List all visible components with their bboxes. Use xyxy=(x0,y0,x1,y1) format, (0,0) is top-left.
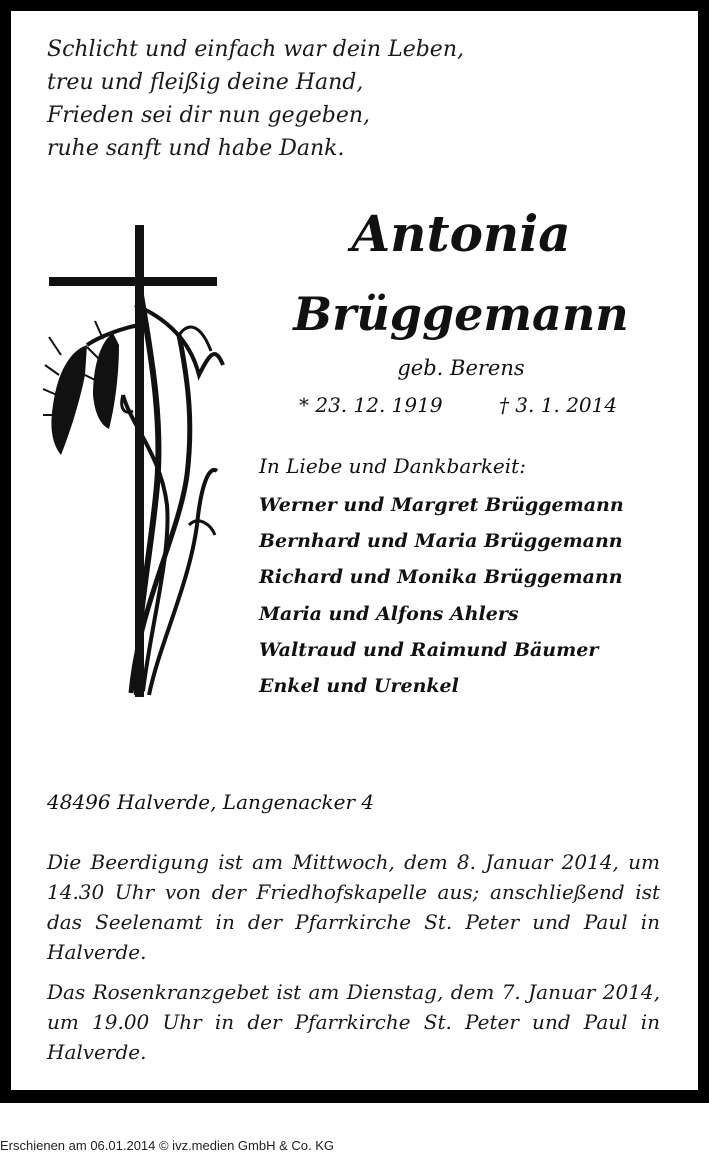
mourners-list xyxy=(259,487,624,704)
funeral-details: Die Beerdigung ist am Mittwoch, dem 8. Januar 2014, um 14.30 Uhr von der Friedhofskapelle aus; anschließend ist das Seelenamt in der Pfarrkirche St. Peter und Paul in Halverde. xyxy=(47,850,660,964)
mourner-entry: Werner und Margret Brüggemann xyxy=(259,494,624,516)
mourner-entry: Richard und Monika Brüggemann xyxy=(259,566,623,589)
poem-line: ruhe sanft und habe Dank. xyxy=(47,136,345,161)
deceased-first-name: Antonia xyxy=(351,204,571,263)
poem-line: Schlicht und einfach war dein Leben, xyxy=(47,37,464,62)
mourner-entry: Waltraud und Raimund Bäumer xyxy=(259,638,599,661)
mourner-entry: Bernhard und Maria Brüggemann xyxy=(259,530,623,553)
publication-footer: Erschienen am 06.01.2014 © ivz.medien GmbH & Co. KG xyxy=(0,1138,335,1153)
poem-line: treu und fleißig deine Hand, xyxy=(47,70,364,95)
poem-line: Frieden sei dir nun gegeben, xyxy=(47,103,371,128)
mourner-entry: Maria und Alfons Ahlers xyxy=(259,602,519,625)
deceased-last-name: Brüggemann xyxy=(293,287,629,341)
life-dates xyxy=(299,390,617,420)
death-date: † 3. 1. 2014 xyxy=(498,393,618,417)
poem xyxy=(47,33,667,165)
cross-with-wheat-icon xyxy=(39,225,229,697)
birth-date: * 23. 12. 1919 xyxy=(299,393,443,417)
birth-name: geb. Berens xyxy=(397,356,525,380)
address: 48496 Halverde, Langenacker 4 xyxy=(47,790,375,814)
mourners-intro: In Liebe und Dankbarkeit: xyxy=(259,454,526,478)
notice-panel xyxy=(11,11,698,1090)
rosary-details: Das Rosenkranzgebet ist am Dienstag, dem 7. Januar 2014, um 19.00 Uhr in der Pfarrkirche St. Peter und Paul in Halverde. xyxy=(47,980,660,1064)
mourner-entry: Enkel und Urenkel xyxy=(259,675,459,698)
